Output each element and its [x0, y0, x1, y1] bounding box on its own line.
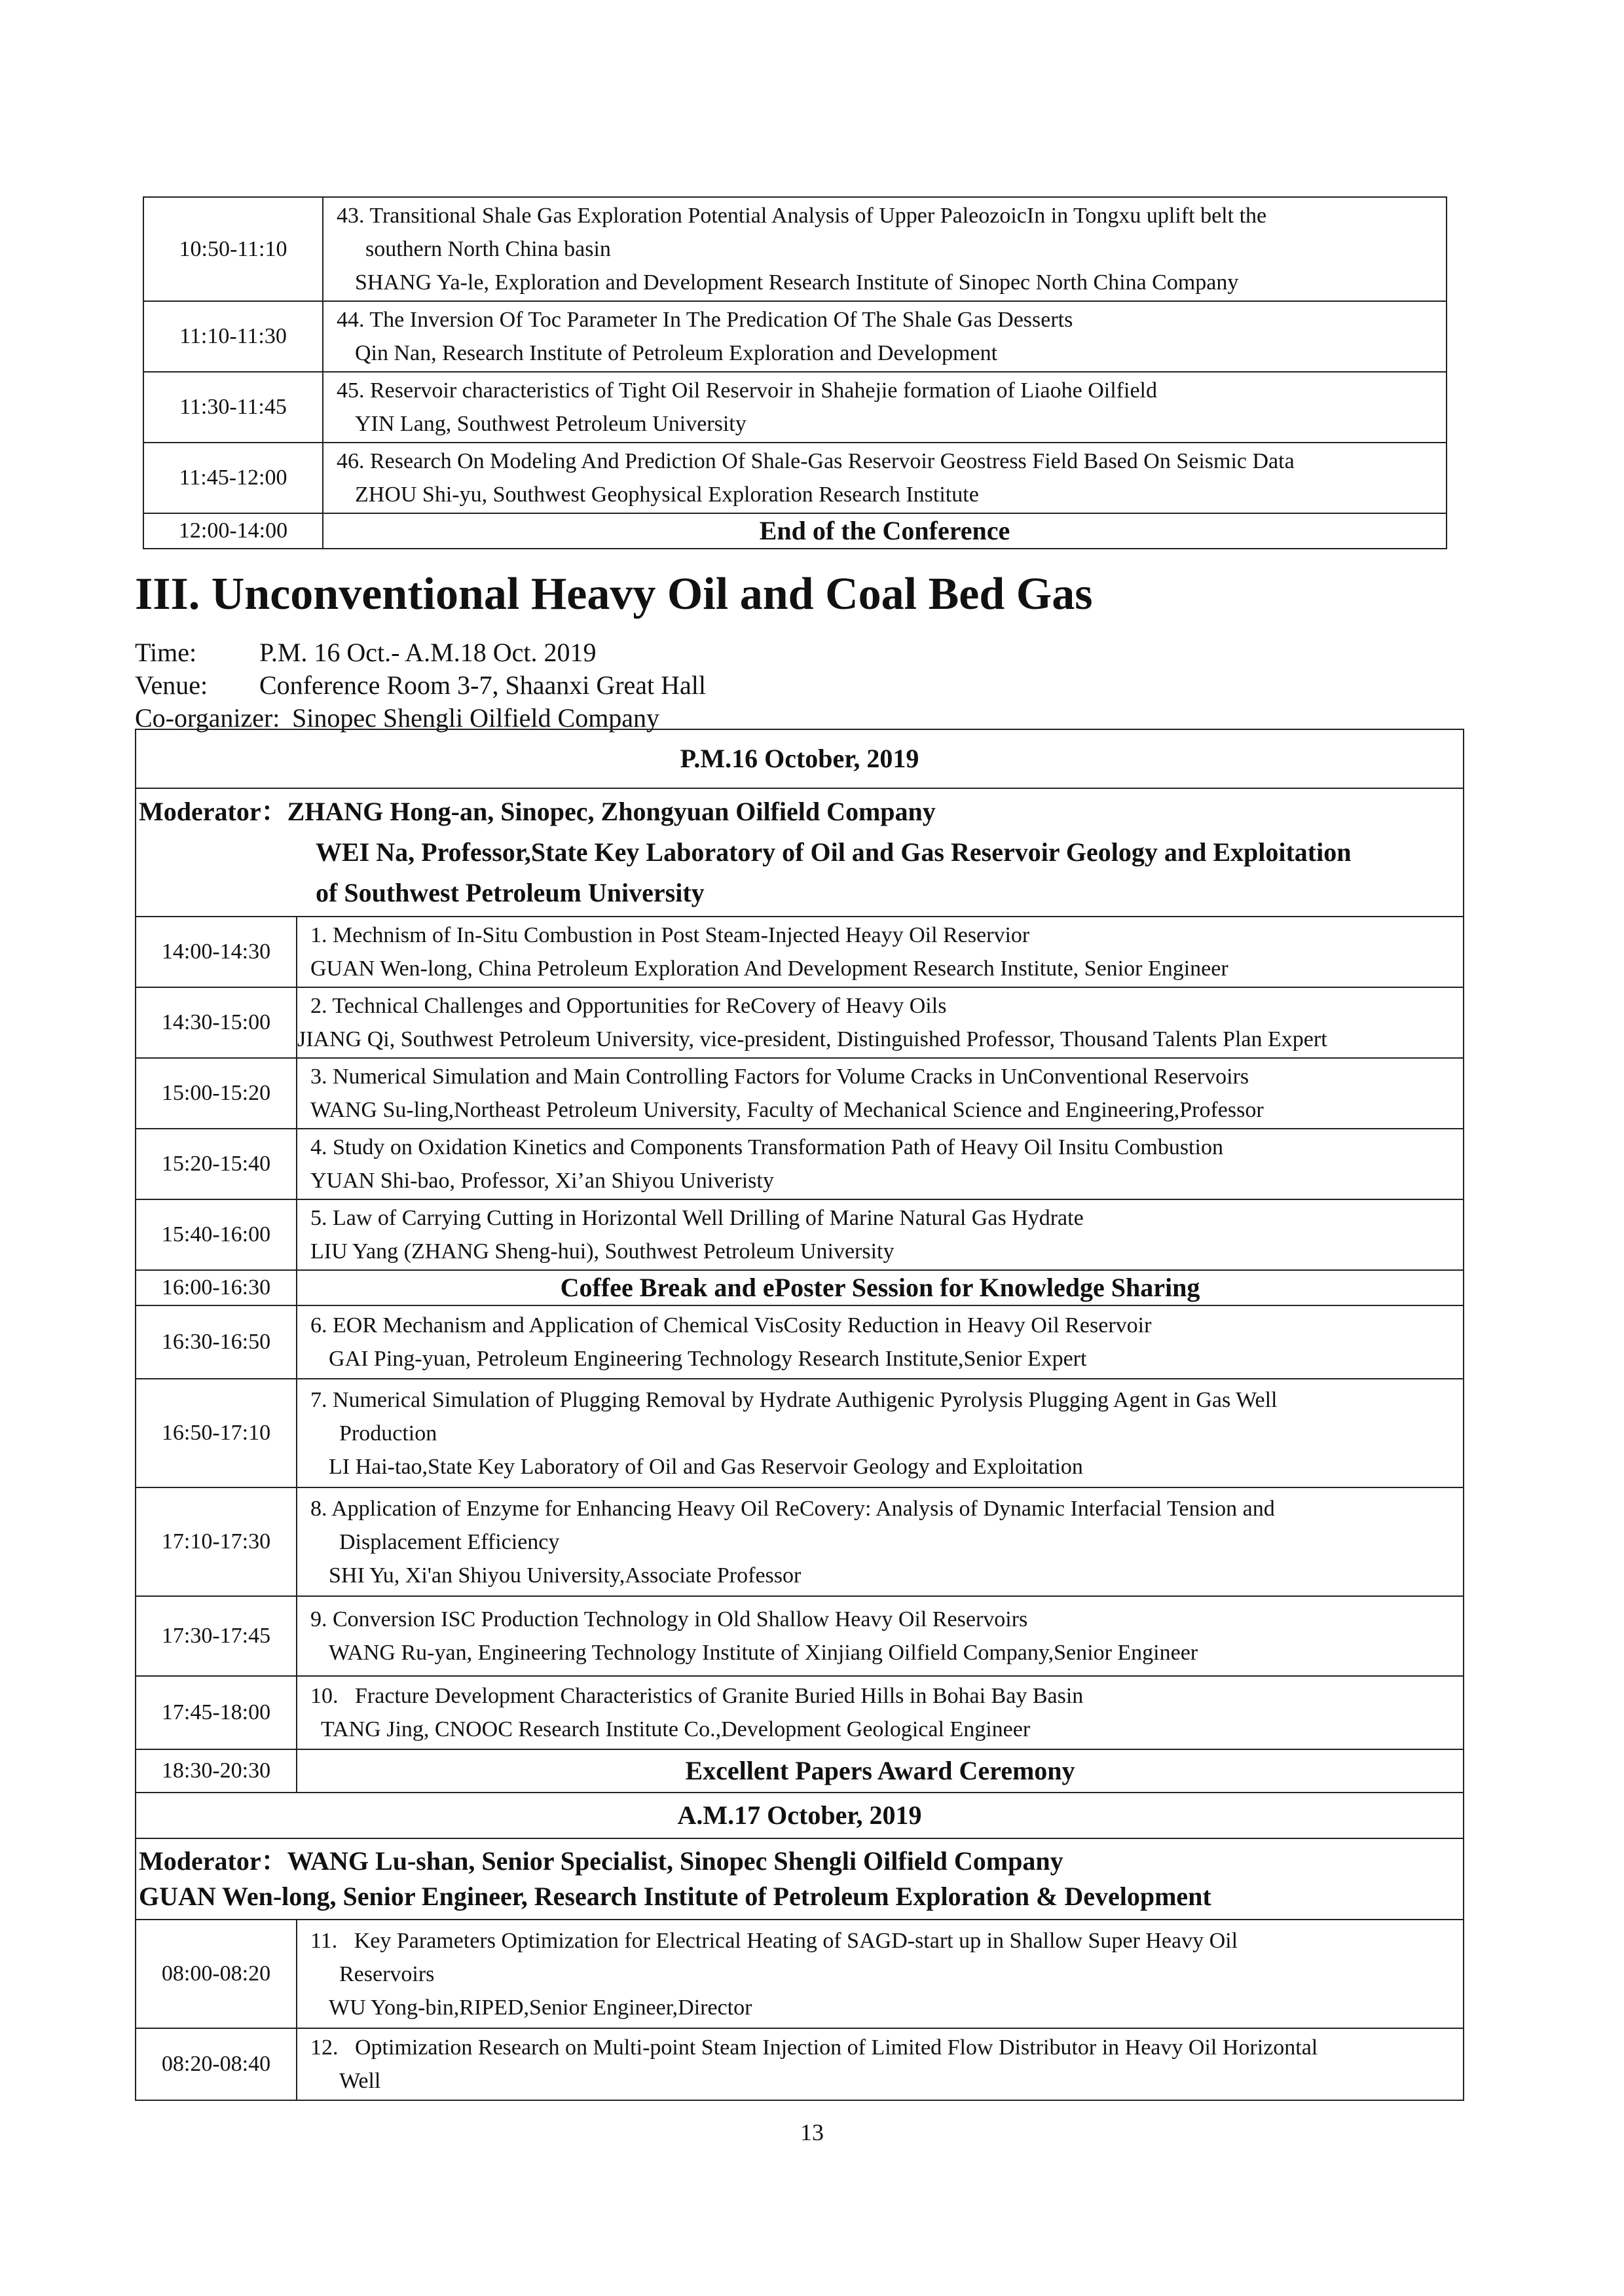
time-cell: 15:40-16:00	[136, 1199, 297, 1270]
coffee-break: Coffee Break and ePoster Session for Knowledge Sharing	[297, 1270, 1464, 1305]
time-cell: 11:10-11:30	[143, 301, 323, 372]
table-row	[136, 1793, 1464, 1838]
talk-author: WANG Su-ling,Northeast Petroleum University, Faculty of Mechanical Science and Engineering,Professor	[310, 1098, 1264, 1122]
talk-cell	[323, 301, 1447, 372]
session-date-header: A.M.17 October, 2019	[136, 1793, 1464, 1838]
session-date-header: P.M.16 October, 2019	[136, 729, 1464, 788]
talk-title: 44. The Inversion Of Toc Parameter In The Predication Of The Shale Gas Desserts	[337, 308, 1073, 332]
moderator-line: GUAN Wen-long, Senior Engineer, Research Institute of Petroleum Exploration & Development	[139, 1882, 1211, 1911]
talk-title: 4. Study on Oxidation Kinetics and Components Transformation Path of Heavy Oil Insitu Combustion	[310, 1135, 1223, 1159]
time-cell: 11:30-11:45	[143, 372, 323, 443]
talk-cell	[297, 917, 1464, 987]
moderator-line: of Southwest Petroleum University	[316, 878, 705, 907]
talk-cell	[297, 987, 1464, 1058]
previous-session-table	[143, 196, 1447, 549]
table-row	[143, 197, 1447, 301]
talk-title: 46. Research On Modeling And Prediction Of Shale-Gas Reservoir Geostress Field Based On Seismic Data	[337, 449, 1295, 473]
moderators	[136, 1838, 1464, 1920]
talk-title: 5. Law of Carrying Cutting in Horizontal Well Drilling of Marine Natural Gas Hydrate	[310, 1206, 1084, 1230]
time-cell: 16:30-16:50	[136, 1305, 297, 1379]
page-number: 13	[800, 2119, 824, 2145]
talk-title: 3. Numerical Simulation and Main Controlling Factors for Volume Cracks in UnConventional Reservoirs	[310, 1065, 1249, 1089]
talk-cell	[297, 1058, 1464, 1129]
talk-author: WANG Ru-yan, Engineering Technology Institute of Xinjiang Oilfield Company,Senior Engineer	[329, 1641, 1198, 1665]
talk-cell	[297, 1129, 1464, 1199]
time-cell: 08:00-08:20	[136, 1920, 297, 2028]
talk-cell	[297, 1199, 1464, 1270]
table-row	[143, 443, 1447, 513]
table-row	[136, 1487, 1464, 1596]
table-row	[136, 1058, 1464, 1129]
venue-info: Venue: Conference Room 3-7, Shaanxi Great Hall	[135, 670, 707, 700]
table-row	[136, 917, 1464, 987]
talk-title: 2. Technical Challenges and Opportunities for ReCovery of Heavy Oils	[310, 994, 947, 1018]
table-row	[136, 1199, 1464, 1270]
talk-author: YIN Lang, Southwest Petroleum University	[355, 412, 747, 436]
talk-title-continued: Reservoirs	[339, 1961, 435, 1986]
talk-cell	[297, 1487, 1464, 1596]
table-row	[136, 987, 1464, 1058]
table-row	[136, 1379, 1464, 1487]
table-row	[136, 1749, 1464, 1793]
time-cell: 16:50-17:10	[136, 1379, 297, 1487]
talk-cell	[297, 2028, 1464, 2100]
talk-cell	[297, 1920, 1464, 2028]
moderator-line: WEI Na, Professor,State Key Laboratory of Oil and Gas Reservoir Geology and Exploitation	[316, 837, 1352, 867]
talk-author: YUAN Shi-bao, Professor, Xi’an Shiyou Univeristy	[310, 1169, 774, 1193]
table-row	[143, 372, 1447, 443]
time-cell: 17:45-18:00	[136, 1676, 297, 1749]
time-cell: 08:20-08:40	[136, 2028, 297, 2100]
moderator-line: Moderator：WANG Lu-shan, Senior Specialist, Sinopec Shengli Oilfield Company	[139, 1846, 1063, 1876]
moderator-line: Moderator：ZHANG Hong-an, Sinopec, Zhongyuan Oilfield Company	[139, 797, 936, 826]
talk-cell	[323, 197, 1447, 301]
talk-author: WU Yong-bin,RIPED,Senior Engineer,Director	[329, 1995, 752, 2020]
award-ceremony: Excellent Papers Award Ceremony	[297, 1749, 1464, 1793]
time-cell: 18:30-20:30	[136, 1749, 297, 1793]
time-cell: 10:50-11:10	[143, 197, 323, 301]
table-row	[136, 1129, 1464, 1199]
table-row	[143, 513, 1447, 549]
table-row	[136, 1838, 1464, 1920]
time-cell: 14:00-14:30	[136, 917, 297, 987]
end-of-conference: End of the Conference	[323, 513, 1447, 549]
time-cell: 17:10-17:30	[136, 1487, 297, 1596]
talk-title: 43. Transitional Shale Gas Exploration Potential Analysis of Upper PaleozoicIn in Tongxu uplift belt the	[337, 204, 1267, 228]
talk-cell	[297, 1676, 1464, 1749]
time-cell: 16:00-16:30	[136, 1270, 297, 1305]
talk-author: TANG Jing, CNOOC Research Institute Co.,Development Geological Engineer	[321, 1717, 1031, 1741]
talk-cell	[323, 372, 1447, 443]
talk-title-continued: Displacement Efficiency	[339, 1529, 560, 1554]
talk-title: 1. Mechnism of In-Situ Combustion in Post Steam-Injected Heayy Oil Reservior	[310, 923, 1030, 947]
talk-cell	[297, 1596, 1464, 1676]
talk-title: 12. Optimization Research on Multi-point Steam Injection of Limited Flow Distributor in Heavy Oil Horizontal	[310, 2035, 1318, 2060]
talk-author: Qin Nan, Research Institute of Petroleum Exploration and Development	[355, 341, 998, 365]
section-title: III. Unconventional Heavy Oil and Coal Bed Gas	[135, 569, 1093, 619]
talk-author: LI Hai-tao,State Key Laboratory of Oil and Gas Reservoir Geology and Exploitation	[329, 1454, 1083, 1479]
table-row	[136, 1270, 1464, 1305]
talk-cell	[297, 1379, 1464, 1487]
table-row	[136, 2028, 1464, 2100]
time-cell: 11:45-12:00	[143, 443, 323, 513]
moderators	[136, 788, 1464, 917]
talk-title: 9. Conversion ISC Production Technology in Old Shallow Heavy Oil Reservoirs	[310, 1607, 1028, 1631]
talk-author: SHANG Ya-le, Exploration and Development Research Institute of Sinopec North China Company	[355, 270, 1239, 295]
talk-author: GAI Ping-yuan, Petroleum Engineering Technology Research Institute,Senior Expert	[329, 1347, 1087, 1371]
schedule-table	[135, 729, 1464, 2101]
time-cell: 15:00-15:20	[136, 1058, 297, 1129]
talk-title: 7. Numerical Simulation of Plugging Removal by Hydrate Authigenic Pyrolysis Plugging Agent in Gas Well	[310, 1387, 1278, 1412]
time-cell: 17:30-17:45	[136, 1596, 297, 1676]
talk-title: 11. Key Parameters Optimization for Electrical Heating of SAGD-start up in Shallow Super Heavy Oil	[310, 1928, 1238, 1953]
talk-title: 45. Reservoir characteristics of Tight Oil Reservoir in Shahejie formation of Liaohe Oilfield	[337, 378, 1157, 403]
table-row	[136, 1596, 1464, 1676]
talk-author: SHI Yu, Xi'an Shiyou University,Associate Professor	[329, 1563, 802, 1588]
talk-author: GUAN Wen-long, China Petroleum Exploration And Development Research Institute, Senior Engineer	[310, 957, 1228, 981]
talk-title-continued: southern North China basin	[365, 237, 611, 261]
talk-author: ZHOU Shi-yu, Southwest Geophysical Exploration Research Institute	[355, 483, 979, 507]
talk-title: 10. Fracture Development Characteristics of Granite Buried Hills in Bohai Bay Basin	[310, 1684, 1084, 1708]
table-row	[136, 1676, 1464, 1749]
talk-cell	[297, 1305, 1464, 1379]
talk-title: 6. EOR Mechanism and Application of Chemical VisCosity Reduction in Heavy Oil Reservoir	[310, 1313, 1152, 1338]
table-row	[136, 1305, 1464, 1379]
talk-title-continued: Well	[339, 2069, 381, 2093]
talk-title-continued: Production	[339, 1421, 437, 1446]
table-row	[136, 788, 1464, 917]
talk-title: 8. Application of Enzyme for Enhancing Heavy Oil ReCovery: Analysis of Dynamic Interfacial Tension and	[310, 1496, 1275, 1521]
time-cell: 12:00-14:00	[143, 513, 323, 549]
table-row	[136, 1920, 1464, 2028]
table-row	[143, 301, 1447, 372]
talk-cell	[323, 443, 1447, 513]
talk-author: LIU Yang (ZHANG Sheng-hui), Southwest Petroleum University	[310, 1239, 895, 1264]
time-cell: 14:30-15:00	[136, 987, 297, 1058]
time-info: Time: P.M. 16 Oct.- A.M.18 Oct. 2019	[135, 638, 597, 667]
time-cell: 15:20-15:40	[136, 1129, 297, 1199]
table-row	[136, 729, 1464, 788]
talk-author: JIANG Qi, Southwest Petroleum University, vice-president, Distinguished Professor, Thousand Talents Plan Expert	[297, 1027, 1327, 1051]
co-organizer-info: Co-organizer: Sinopec Shengli Oilfield Company	[135, 703, 660, 733]
